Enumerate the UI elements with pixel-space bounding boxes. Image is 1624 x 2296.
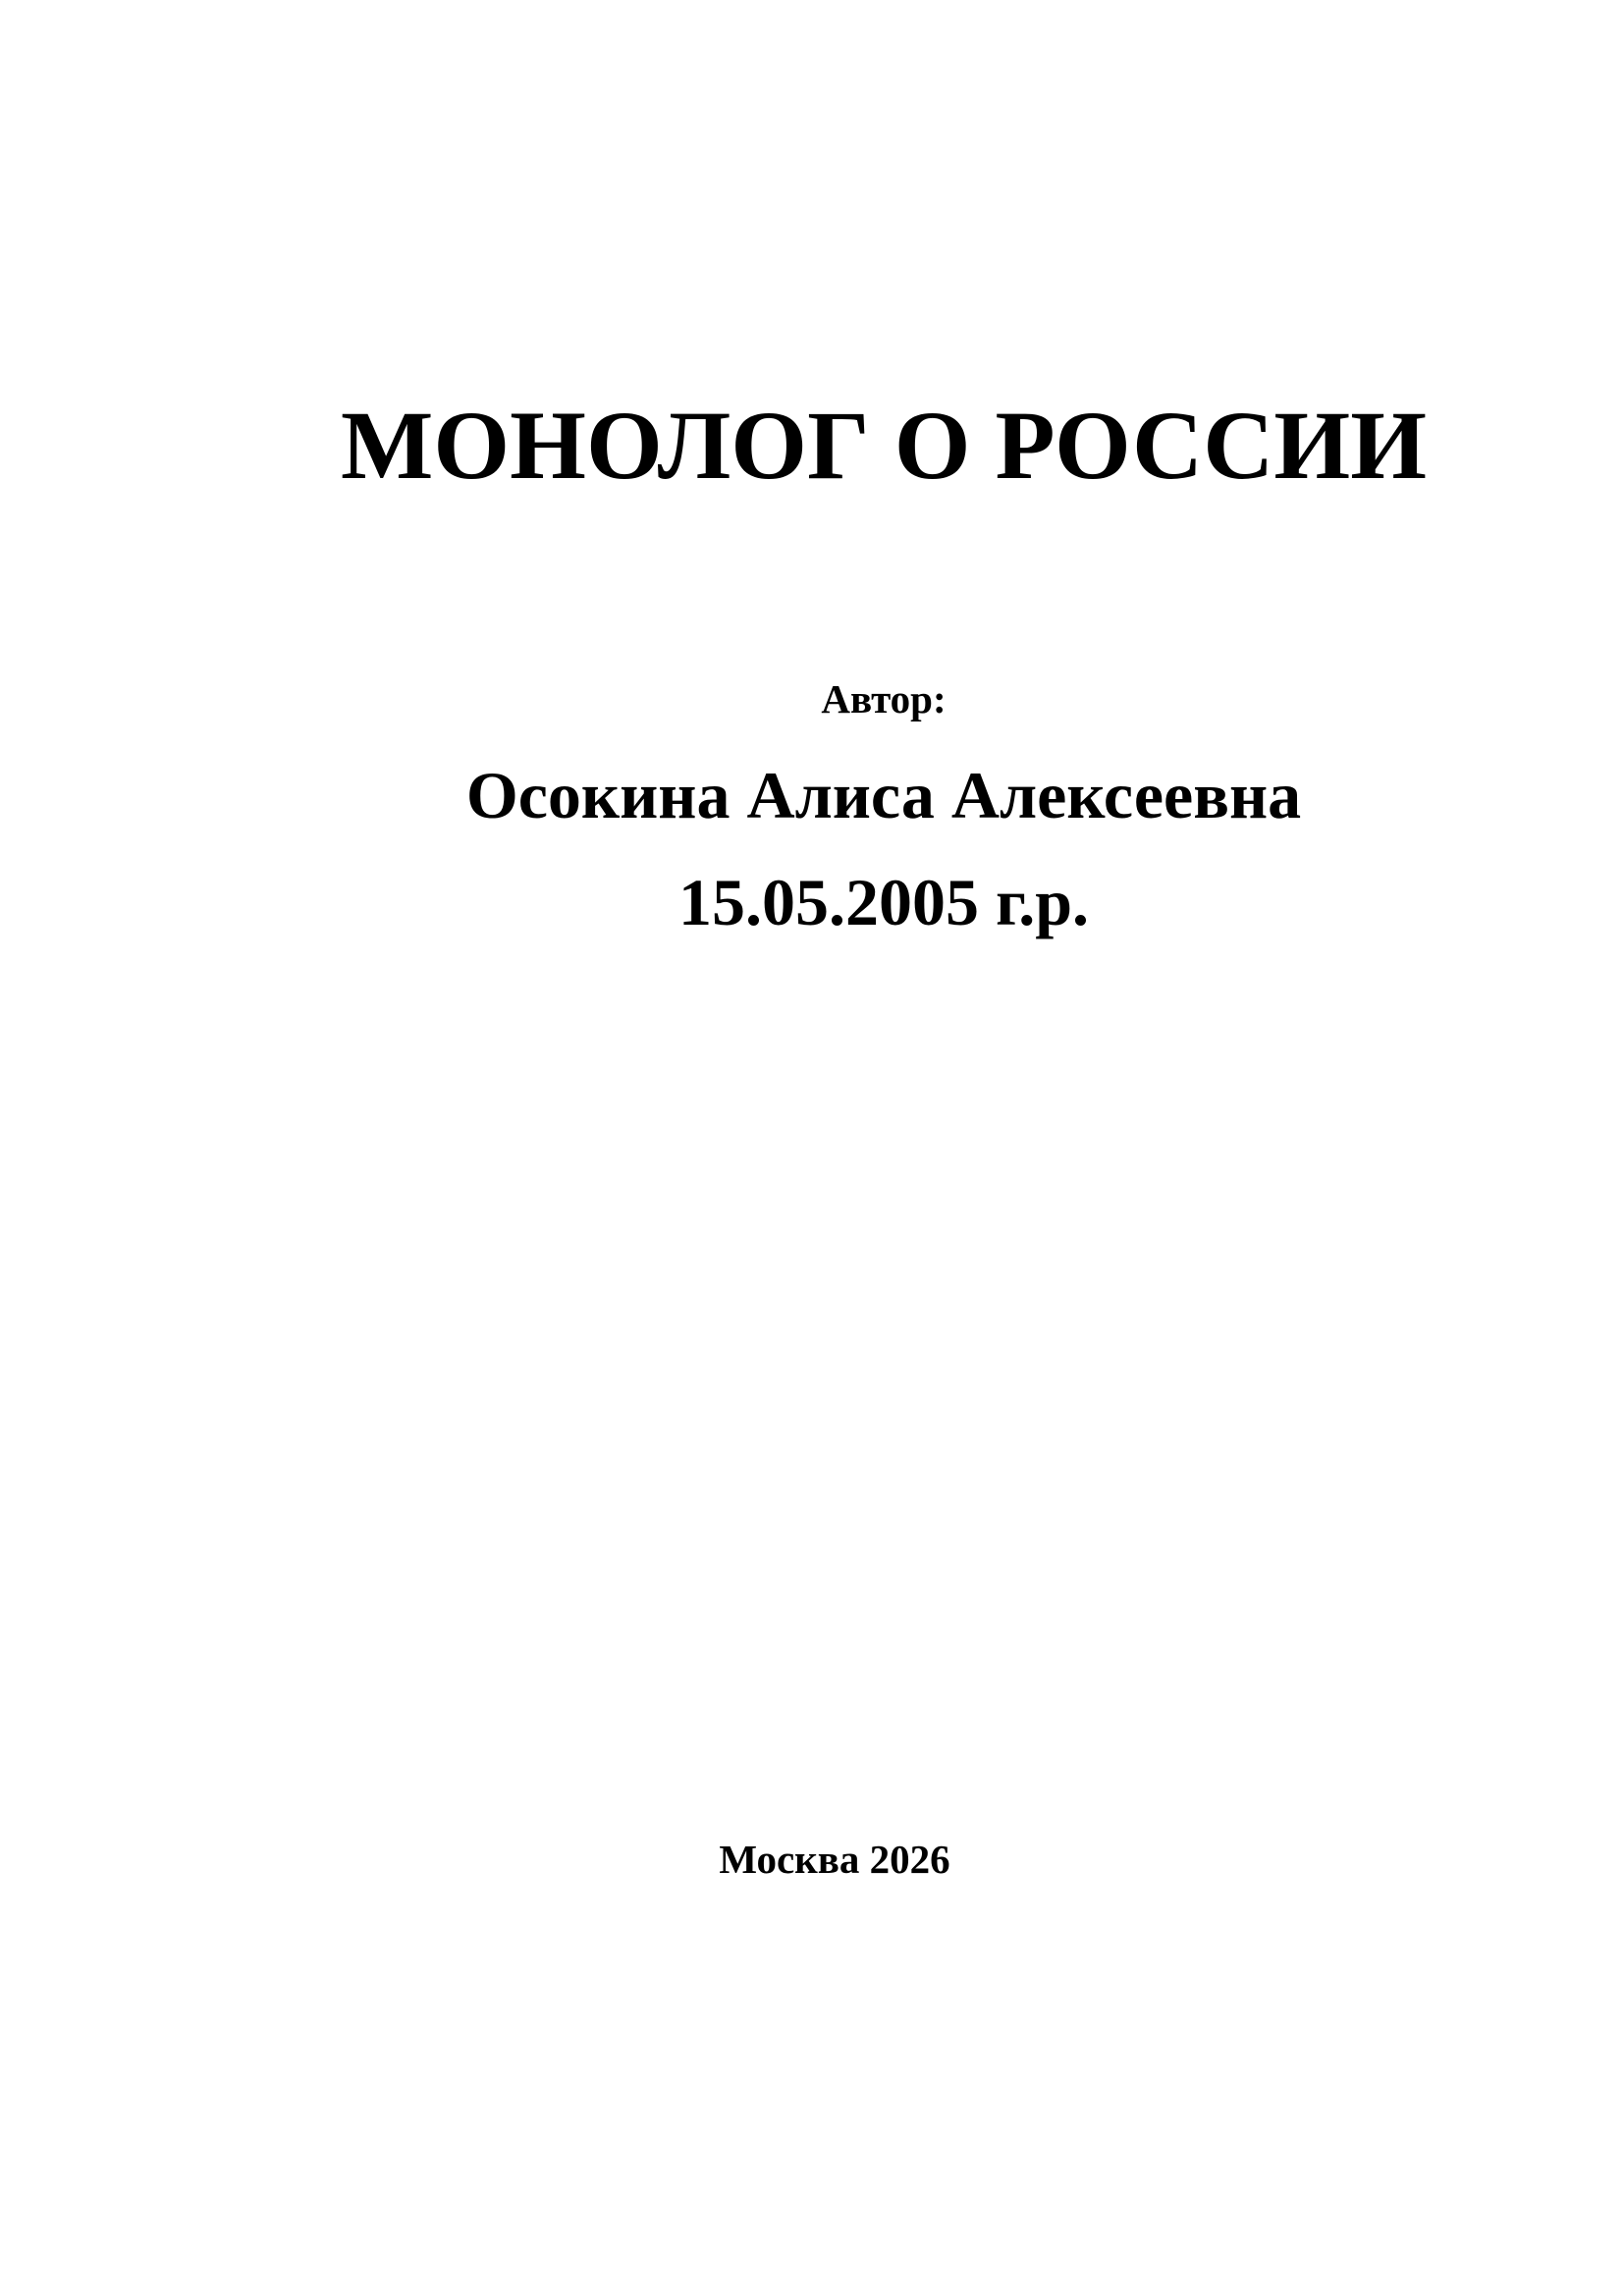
document-title: МОНОЛОГ О РОССИИ	[341, 391, 1427, 500]
author-name: Осокина Алиса Алексеевна	[465, 758, 1302, 832]
author-birth-date: 15.05.2005 г.р.	[677, 865, 1090, 939]
city-and-year: Москва 2026	[719, 1837, 950, 1882]
author-label: Автор:	[821, 676, 947, 721]
